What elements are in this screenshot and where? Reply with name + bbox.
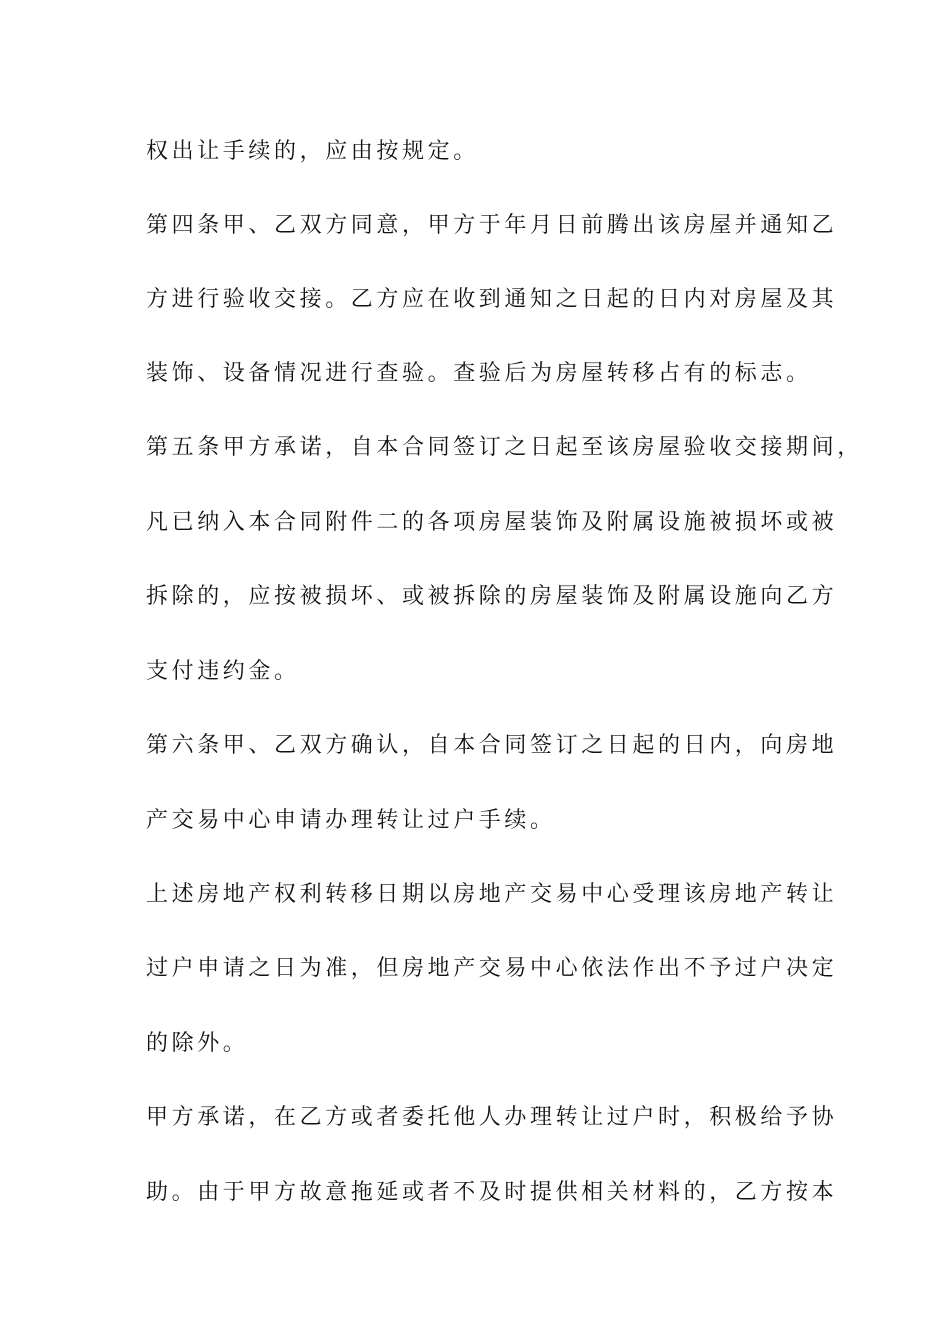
text-line: 助。由于甲方故意拖延或者不及时提供相关材料的，乙方按本	[146, 1180, 838, 1205]
text-line: 的除外。	[146, 1031, 249, 1056]
text-line: 第六条甲、乙双方确认，自本合同签订之日起的日内，向房地	[146, 733, 838, 758]
text-line: 支付违约金。	[146, 659, 300, 684]
text-line: 权出让手续的，应由按规定。	[146, 139, 479, 164]
text-line: 凡已纳入本合同附件二的各项房屋装饰及附属设施被损坏或被	[146, 510, 838, 535]
text-line: 产交易中心申请办理转让过户手续。	[146, 808, 556, 833]
text-line: 方进行验收交接。乙方应在收到通知之日起的日内对房屋及其	[146, 287, 838, 312]
text-line: 甲方承诺，在乙方或者委托他人办理转让过户时，积极给予协	[146, 1105, 838, 1130]
text-line: 第四条甲、乙双方同意，甲方于年月日前腾出该房屋并通知乙	[146, 213, 838, 238]
text-line: 第五条甲方承诺，自本合同签订之日起至该房屋验收交接期间，	[146, 435, 863, 460]
text-line: 装饰、设备情况进行查验。查验后为房屋转移占有的标志。	[146, 361, 812, 386]
text-line: 拆除的，应按被损坏、或被拆除的房屋装饰及附属设施向乙方	[146, 584, 838, 609]
text-line: 上述房地产权利转移日期以房地产交易中心受理该房地产转让	[146, 882, 838, 907]
text-line: 过户申请之日为准，但房地产交易中心依法作出不予过户决定	[146, 956, 838, 981]
